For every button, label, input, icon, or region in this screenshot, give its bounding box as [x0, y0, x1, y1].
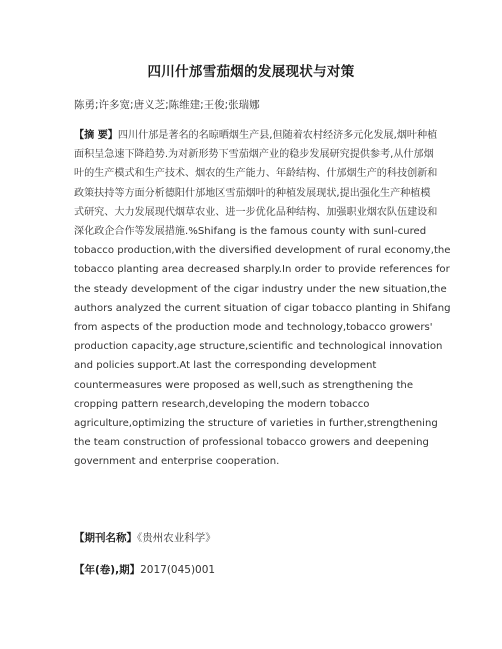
abstract-line: from aspects of the production mode and technology,tobacco growers' — [74, 322, 433, 334]
abstract-line-first — [74, 126, 438, 145]
issue-value: 2017(045)001 — [140, 564, 216, 576]
issue-info — [74, 562, 215, 577]
abstract-line: authors analyzed the current situation of cigar tobacco planting in Shifang — [74, 302, 451, 314]
abstract-line: the steady development of the cigar industry under the new situation,the — [74, 283, 447, 295]
abstract-line: 深化政企合作等发展措施.%Shifang is the famous county with sunl-cured — [74, 226, 427, 238]
abstract-line: cropping pattern research,developing the modern tobacco — [74, 398, 370, 410]
paper-title: 四川什邡雪茄烟的发展现状与对策 — [147, 64, 355, 80]
journal-info — [74, 530, 216, 545]
abstract-line: the team construction of professional tobacco growers and deepening — [74, 437, 429, 449]
abstract-line: 式研究、大力发展现代烟草农业、进一步优化品种结构、加强职业烟农队伍建设和 — [74, 206, 438, 218]
abstract — [74, 126, 451, 472]
abstract-line: countermeasures were proposed as well,such as strengthening the — [74, 379, 414, 391]
abstract-label: 【摘 要】 — [74, 130, 118, 141]
abstract-line: 面积呈急速下降趋势.为对新形势下雪茄烟产业的稳步发展研究提供参考,从什邡烟 — [74, 149, 434, 161]
abstract-line: 叶的生产模式和生产技术、烟农的生产能力、年龄结构、什邡烟生产的科技创新和 — [74, 168, 438, 180]
journal-name: 《贵州农业科学》 — [137, 532, 216, 544]
abstract-line: government and enterprise cooperation. — [74, 456, 280, 468]
abstract-line: tobacco production,with the diversified development of rural economy,the — [74, 245, 451, 257]
abstract-text: 四川什邡是著名的名晾晒烟生产县,但随着农村经济多元化发展,烟叶种植 — [117, 130, 438, 141]
abstract-line: and policies support.At last the corresponding development — [74, 360, 377, 372]
author-list: 陈勇;许多宽;唐义芝;陈维建;王俊;张瑞娜 — [74, 99, 260, 111]
abstract-line: agriculture,optimizing the structure of varieties in further,strengthening — [74, 418, 438, 430]
abstract-line: tobacco planting area decreased sharply.In order to provide references for — [74, 264, 450, 276]
journal-label: 【期刊名称】 — [74, 532, 137, 544]
abstract-line: production capacity,age structure,scientific and technological innovation — [74, 341, 443, 353]
abstract-line: 政策扶持等方面分析德阳什邡地区雪茄烟叶的种植发展现状,提出强化生产种植模 — [74, 187, 431, 199]
issue-label: 【年(卷),期】 — [74, 564, 141, 576]
